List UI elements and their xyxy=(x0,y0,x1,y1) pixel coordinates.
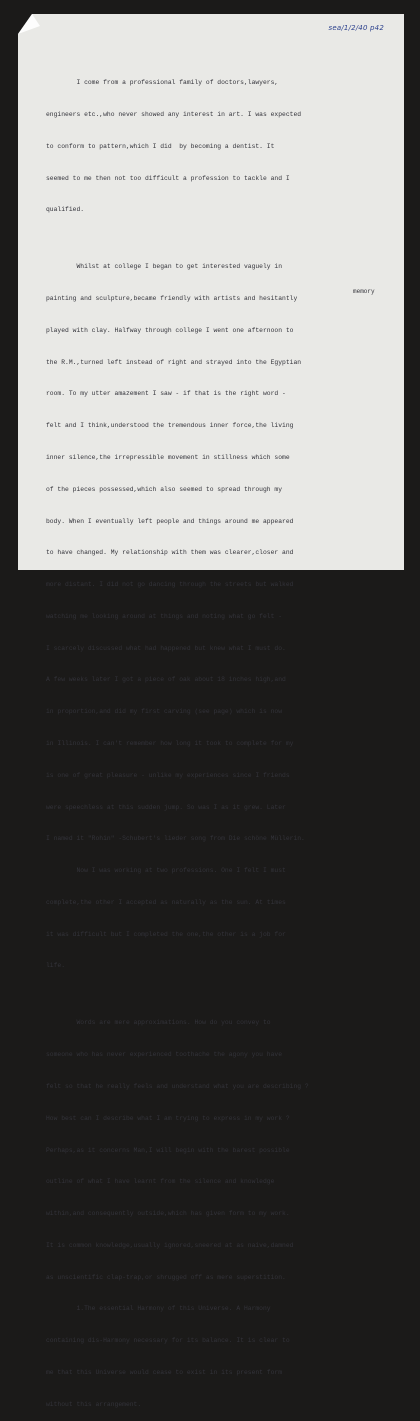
margin-note: memory xyxy=(353,288,375,295)
text-line: someone who has never experienced toothache the agony you have xyxy=(46,1051,283,1059)
text-line: to conform to pattern,which I did by becoming a dentist. It xyxy=(46,142,275,150)
text-line: seemed to me then not too difficult a profession to tackle and I xyxy=(46,174,290,182)
text-line: painting and sculpture,became friendly with artists and hesitantly xyxy=(46,295,298,303)
text-line: containing dis-Harmony necessary for its balance. It is clear to xyxy=(46,1337,290,1345)
text-line: played with clay. Halfway through college I went one afternoon to xyxy=(46,326,294,334)
text-line: watching me looking around at things and noting what go felt - xyxy=(46,612,283,620)
text-line: life. xyxy=(46,962,66,970)
archive-reference-note: sea/1/2/40 p42 xyxy=(328,24,384,32)
text-line: outline of what I have learnt from the silence and knowledge xyxy=(46,1178,275,1186)
text-line: engineers etc.,who never showed any interest in art. I was expected xyxy=(46,110,302,118)
text-line: Now I was working at two professions. One I felt I must xyxy=(46,867,286,875)
text-line: of the pieces possessed,which also seemed to spread through my xyxy=(46,485,283,493)
text-line: How best can I describe what I am trying to express in my work ? xyxy=(46,1114,290,1122)
text-line: I come from a professional family of doctors,lawyers, xyxy=(46,79,279,87)
text-line: as unscientific clap-trap,or shrugged off as mere superstition. xyxy=(46,1273,286,1281)
text-line: room. To my utter amazement I saw - if that is the right word - xyxy=(46,390,286,398)
text-line: I named it "Rohin" -Schubert's lieder song from Die schöne Müllerin. xyxy=(46,835,305,843)
text-line: it was difficult but I completed the one,the other is a job for xyxy=(46,930,286,938)
text-line: is one of great pleasure - unlike my experiences since I friends xyxy=(46,771,290,779)
text-line: to have changed. My relationship with them was clearer,closer and xyxy=(46,549,294,557)
text-line: It is common knowledge,usually ignored,sneered at as naive,damned xyxy=(46,1241,294,1249)
text-line: within,and consequently outside,which has given form to my work. xyxy=(46,1210,290,1218)
text-line: more distant. I did not go dancing through the streets but walked xyxy=(46,581,294,589)
text-line: 1.The essential Harmony of this Universe. A Harmony xyxy=(46,1305,271,1313)
text-line: Perhaps,as it concerns Man,I will begin with the barest possible xyxy=(46,1146,290,1154)
text-line: in Illinois. I can't remember how long it took to complete for my xyxy=(46,740,294,747)
text-line: were speechless at this sudden jump. So was I as it grew. Later xyxy=(46,803,286,811)
text-line: in proportion,and did my first carving (see page) which is now xyxy=(46,708,283,716)
text-line: felt and I think,understood the tremendous inner force,the living xyxy=(46,422,294,430)
text-line: complete,the other I accepted as naturally as the sun. At times xyxy=(46,898,286,906)
text-line: body. When I eventually left people and things around me appeared xyxy=(46,517,294,525)
text-line: me that this Universe would cease to exist in its present form xyxy=(46,1369,283,1377)
text-line: qualified. xyxy=(46,206,85,214)
text-line: Words are mere approximations. How do you convey to xyxy=(46,1019,271,1027)
text-line: the R.M.,turned left instead of right and strayed into the Egyptian xyxy=(46,358,302,366)
text-line: felt so that he really feels and understand what you are describing ? xyxy=(46,1083,309,1090)
text-line: Whilst at college I began to get interested vaguely in xyxy=(46,263,283,271)
typed-text-body xyxy=(46,57,394,1421)
text-line: A few weeks later I got a piece of oak about 18 inches high,and xyxy=(46,676,286,684)
text-line: without this arrangement. xyxy=(46,1400,142,1408)
text-line: inner silence,the irrepressible movement in stillness which some xyxy=(46,453,290,461)
text-line: I scarcely discussed what had happened but knew what I must do. xyxy=(46,644,286,652)
